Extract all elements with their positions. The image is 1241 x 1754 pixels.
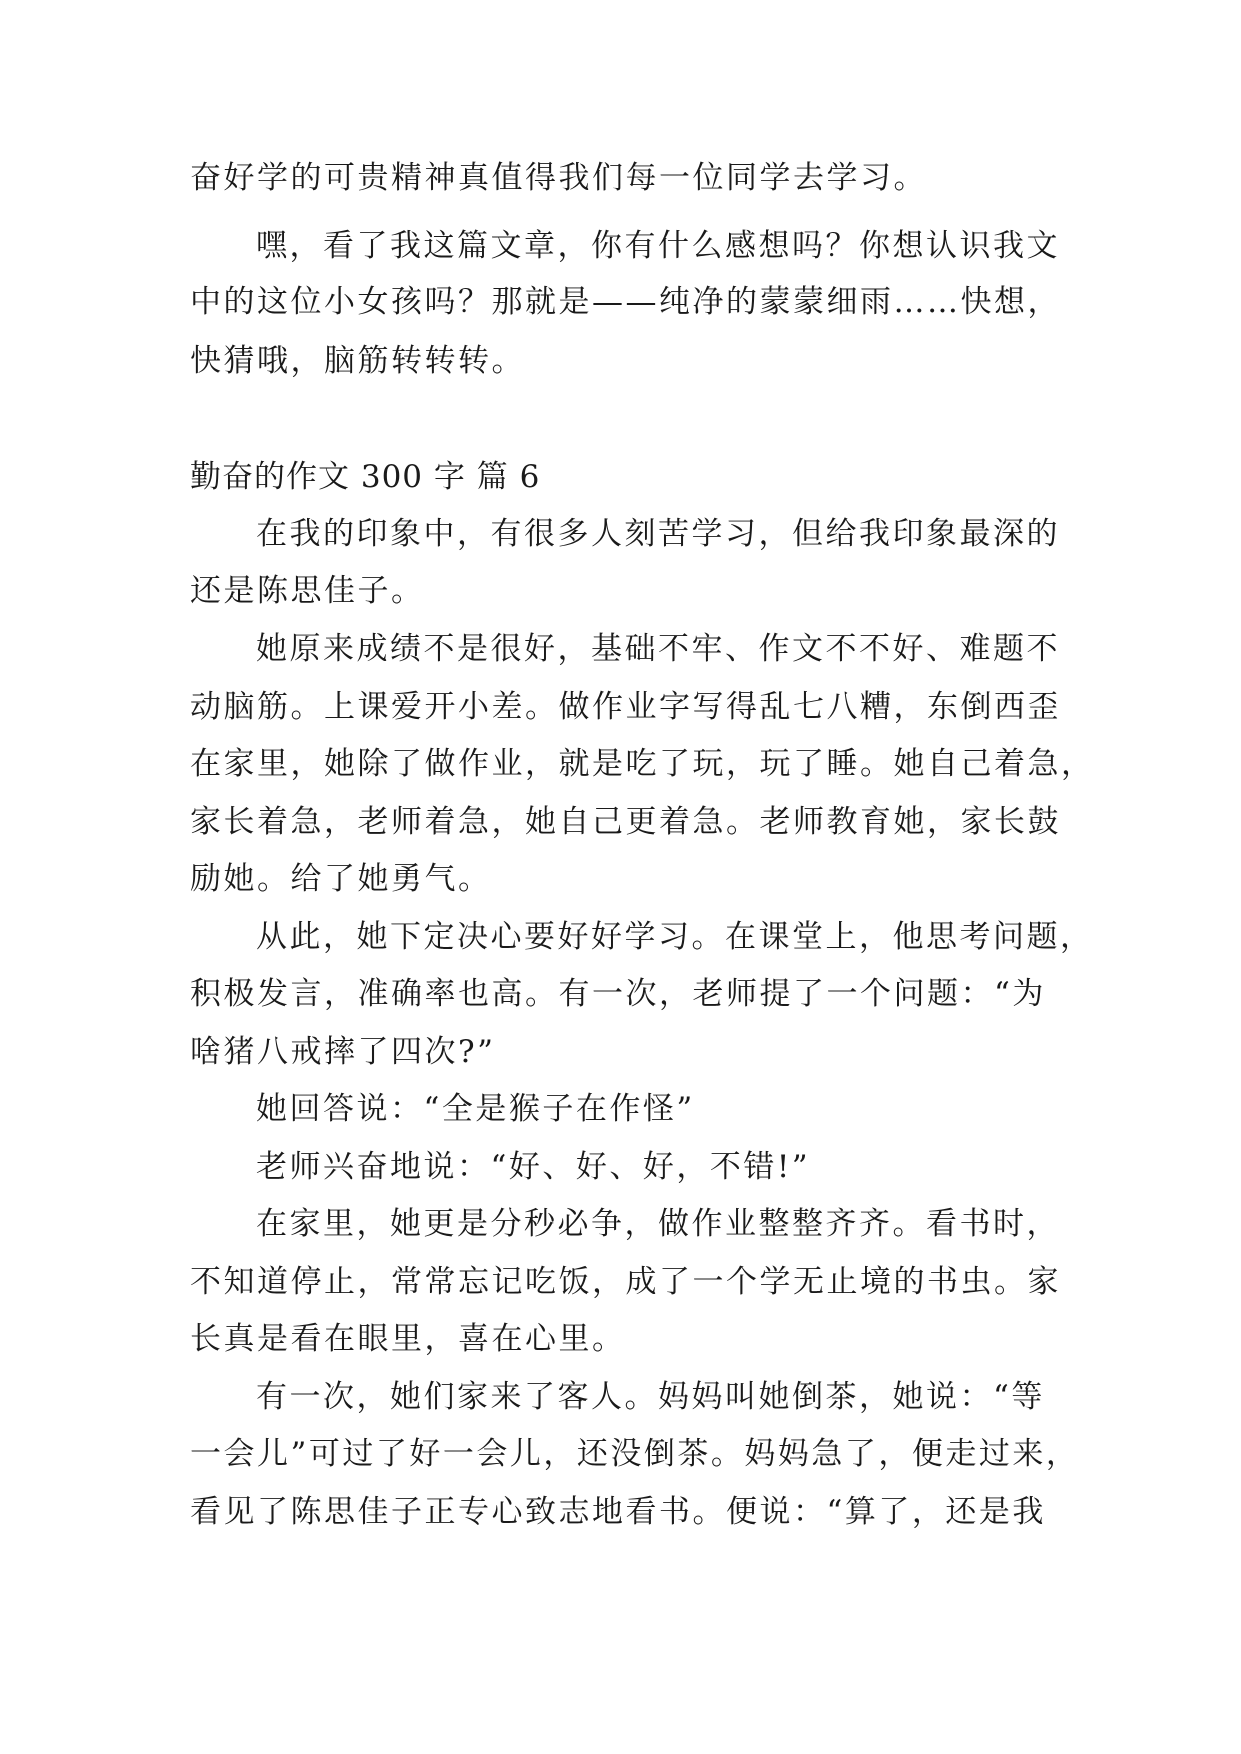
paragraph-start: 有一次，她们家来了客人。妈妈叫她倒茶，她说：“等 — [256, 1379, 1045, 1415]
text-line: 快猜哦，脑筋转转转。 — [190, 343, 525, 379]
text-line: 动脑筋。上课爱开小差。做作业字写得乱七八糟，东倒西歪 — [190, 689, 1061, 725]
text-line: 一会儿”可过了好一会儿，还没倒茶。妈妈急了，便走过来， — [190, 1436, 1080, 1472]
paragraph-start: 在我的印象中，有很多人刻苦学习，但给我印象最深的 — [256, 516, 1060, 552]
paragraph-start: 嘿，看了我这篇文章，你有什么感想吗？你想认识我文 — [256, 228, 1060, 264]
text-line: 还是陈思佳子。 — [190, 573, 425, 609]
paragraph-start: 她回答说：“全是猴子在作怪” — [256, 1091, 695, 1127]
paragraph-start: 从此，她下定决心要好好学习。在课堂上，他思考问题， — [256, 919, 1094, 955]
paragraph-start: 老师兴奋地说：“好、好、好，不错!” — [256, 1149, 811, 1185]
text-line: 积极发言，准确率也高。有一次，老师提了一个问题：“为 — [190, 976, 1046, 1012]
text-line: 在家里，她除了做作业，就是吃了玩，玩了睡。她自己着急， — [190, 746, 1095, 782]
text-line: 不知道停止，常常忘记吃饭，成了一个学无止境的书虫。家 — [190, 1264, 1061, 1300]
text-line: 长真是看在眼里，喜在心里。 — [190, 1321, 626, 1357]
text-line: 家长着急，老师着急，她自己更着急。老师教育她，家长鼓 — [190, 804, 1061, 840]
text-line: 奋好学的可贵精神真值得我们每一位同学去学习。 — [190, 160, 927, 196]
section-heading: 勤奋的作文 300 字 篇 6 — [190, 459, 541, 495]
text-line: 看见了陈思佳子正专心致志地看书。便说：“算了，还是我 — [190, 1494, 1046, 1530]
text-line: 啥猪八戒摔了四次?” — [190, 1034, 496, 1070]
paragraph-start: 在家里，她更是分秒必争，做作业整整齐齐。看书时， — [256, 1206, 1060, 1242]
text-line: 励她。给了她勇气。 — [190, 861, 492, 897]
paragraph-start: 她原来成绩不是很好，基础不牢、作文不不好、难题不 — [256, 631, 1060, 667]
text-line: 中的这位小女孩吗？那就是——纯净的蒙蒙细雨……快想， — [190, 284, 1061, 320]
